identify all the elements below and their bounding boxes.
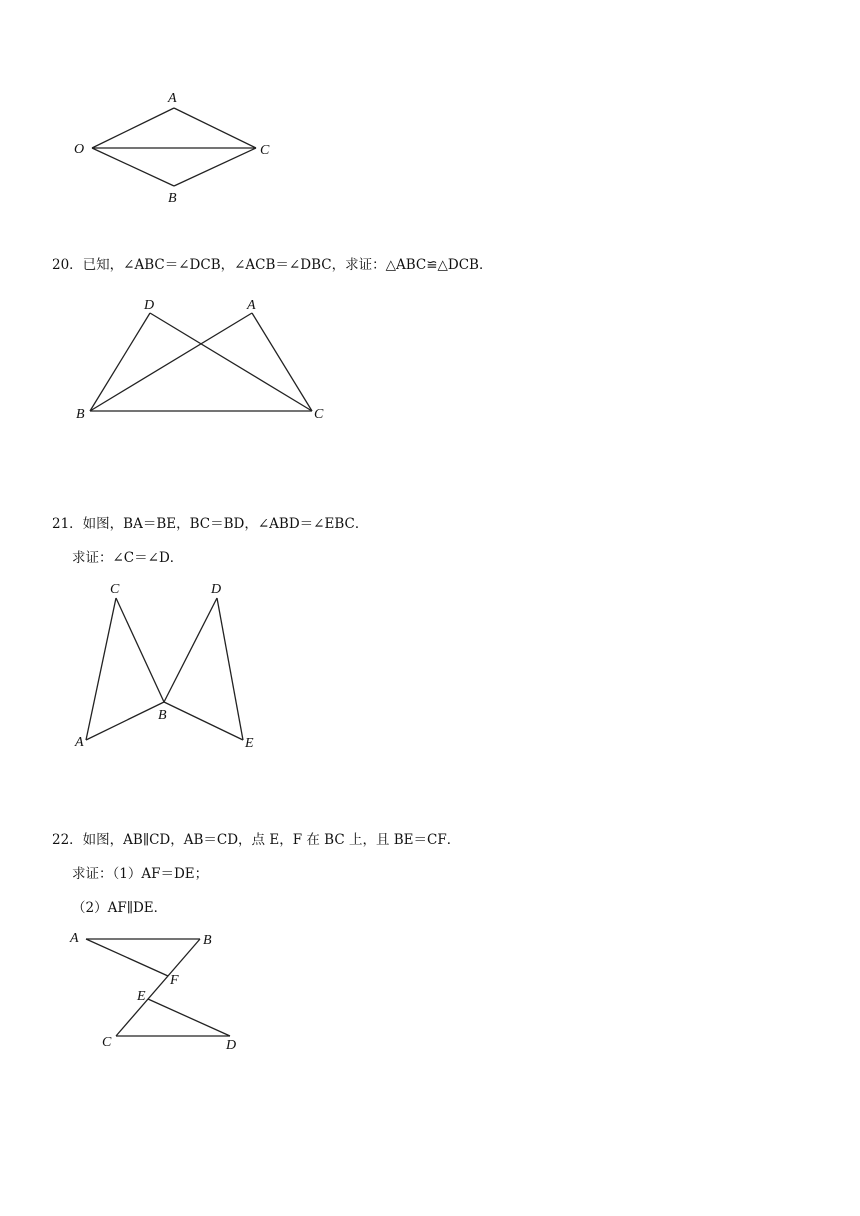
segment-bc <box>174 148 256 186</box>
segment-be <box>164 702 243 740</box>
label-a: A <box>70 931 79 946</box>
label-a: A <box>75 735 84 750</box>
label-d: D <box>144 298 155 313</box>
figure-q22 <box>0 926 300 1056</box>
label-d: D <box>226 1038 237 1053</box>
segment-dc <box>150 313 312 411</box>
label-e: E <box>245 736 254 751</box>
question-21-text: 21．如图，BA＝BE，BC＝BD，∠ABD＝∠EBC． <box>52 516 369 532</box>
figure-q20 <box>0 290 360 430</box>
label-c: C <box>102 1035 112 1050</box>
segment-ob <box>92 148 174 186</box>
label-b: B <box>158 708 167 723</box>
segment-ac <box>252 313 312 411</box>
segment-af <box>86 939 168 976</box>
label-b: B <box>168 191 177 206</box>
label-c: C <box>260 143 270 158</box>
question-21-prove: 求证：∠C＝∠D． <box>72 550 184 566</box>
label-c: C <box>110 582 120 597</box>
question-22-prove-2: （2）AF∥DE． <box>72 900 168 916</box>
label-b: B <box>76 407 85 422</box>
question-22-prove-1: 求证：（1）AF＝DE； <box>72 866 209 882</box>
figure-q21 <box>0 578 300 758</box>
question-20-text: 20．已知，∠ABC＝∠DCB，∠ACB＝∠DBC，求证：△ABC≌△DCB． <box>52 257 493 273</box>
label-b: B <box>203 933 212 948</box>
label-c: C <box>314 407 324 422</box>
segment-ac <box>174 108 256 148</box>
segment-ab <box>86 702 164 740</box>
segment-ed <box>148 999 230 1036</box>
figure-rhombus-oacb <box>0 80 300 220</box>
segment-ba <box>90 313 252 411</box>
label-a: A <box>168 91 177 106</box>
segment-bd <box>164 598 217 702</box>
question-22-text: 22．如图，AB∥CD，AB＝CD，点 E，F 在 BC 上，且 BE＝CF． <box>52 832 461 848</box>
label-o: O <box>74 142 85 157</box>
segment-cb <box>116 598 164 702</box>
label-e: E <box>137 989 146 1004</box>
segment-de <box>217 598 243 740</box>
segment-bd <box>90 313 150 411</box>
label-d: D <box>211 582 222 597</box>
label-a: A <box>247 298 256 313</box>
label-f: F <box>170 973 179 988</box>
segment-oa <box>92 108 174 148</box>
segment-ac <box>86 598 116 740</box>
segment-bc <box>116 939 200 1036</box>
